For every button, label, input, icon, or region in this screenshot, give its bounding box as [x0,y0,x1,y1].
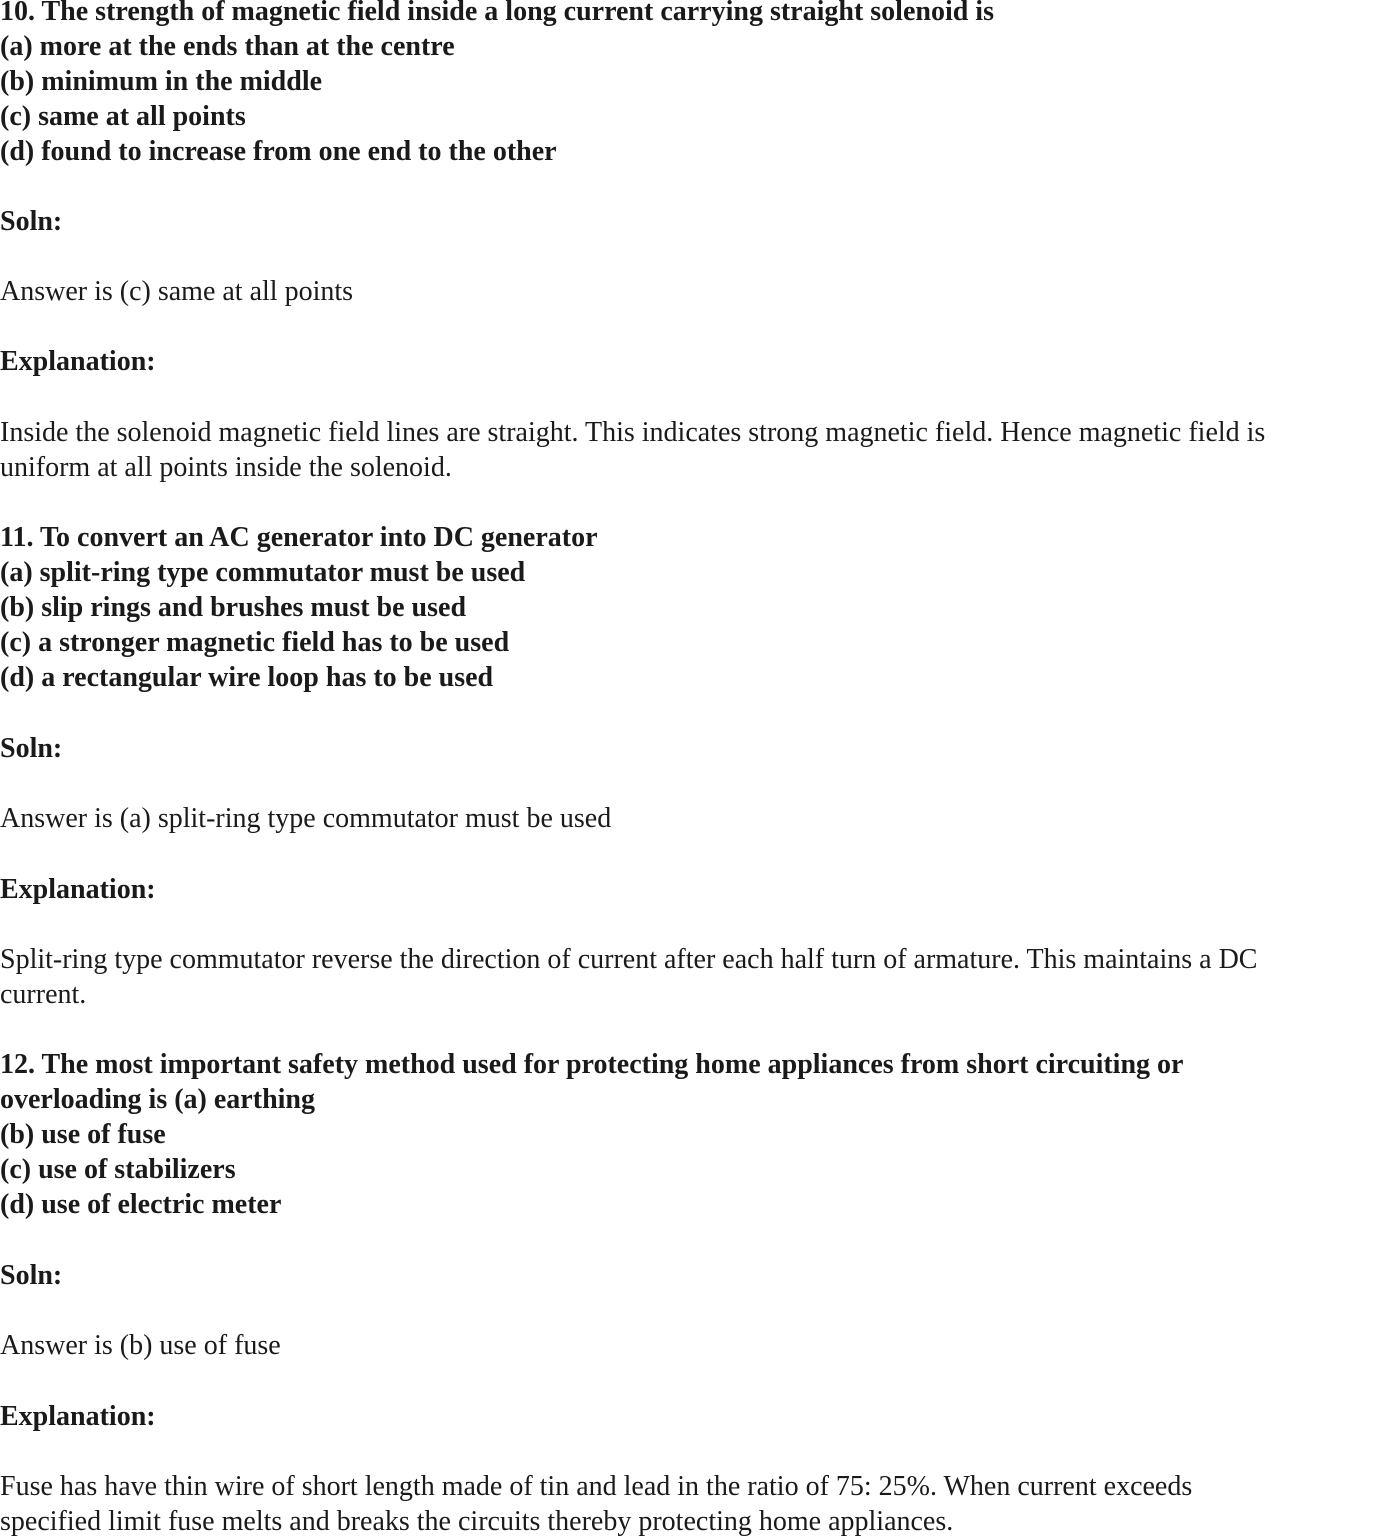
option-c: (c) a stronger magnetic field has to be used [0,627,510,658]
soln-label: Soln: [0,206,63,237]
explanation-line: specified limit fuse melts and breaks the circuits thereby protecting home appliances. [0,1506,954,1537]
option-d: (d) use of electric meter [0,1189,282,1220]
explanation-line: Fuse has have thin wire of short length made of tin and lead in the ratio of 75: 25%. When current exceeds [0,1471,1193,1502]
explanation-line: Inside the solenoid magnetic field lines are straight. This indicates strong magnetic field. Hence magnetic field is [0,417,1266,448]
explanation-text [0,942,1380,1012]
question-text: overloading is (a) earthing [0,1084,315,1115]
explanation-line: Split-ring type commutator reverse the direction of current after each half turn of armature. This maintains a DC [0,944,1258,975]
option-b: (b) slip rings and brushes must be used [0,592,467,623]
question-11 [0,520,1380,695]
option-a: (a) split-ring type commutator must be used [0,557,526,588]
question-12 [0,1047,1380,1222]
explanation-text [0,1469,1380,1539]
question-text: 10. The strength of magnetic field inside a long current carrying straight solenoid is [0,0,994,27]
option-d: (d) found to increase from one end to the other [0,136,557,167]
option-d: (d) a rectangular wire loop has to be used [0,662,494,693]
explanation-label: Explanation: [0,346,156,377]
explanation-line: current. [0,979,87,1010]
option-c: (c) same at all points [0,101,246,132]
question-text: 11. To convert an AC generator into DC generator [0,522,598,553]
option-c: (c) use of stabilizers [0,1154,236,1185]
question-10 [0,0,1380,169]
question-text: 12. The most important safety method used for protecting home appliances from short circuiting or [0,1049,1184,1080]
soln-label: Soln: [0,733,63,764]
answer-text: Answer is (a) split-ring type commutator must be used [0,803,612,834]
explanation-line: uniform at all points inside the solenoid. [0,452,452,483]
explanation-label: Explanation: [0,1401,156,1432]
explanation-label: Explanation: [0,874,156,905]
option-b: (b) minimum in the middle [0,66,323,97]
answer-text: Answer is (c) same at all points [0,276,354,307]
option-b: (b) use of fuse [0,1119,166,1150]
explanation-text [0,415,1380,485]
answer-text: Answer is (b) use of fuse [0,1330,281,1361]
option-a: (a) more at the ends than at the centre [0,31,455,62]
soln-label: Soln: [0,1260,63,1291]
